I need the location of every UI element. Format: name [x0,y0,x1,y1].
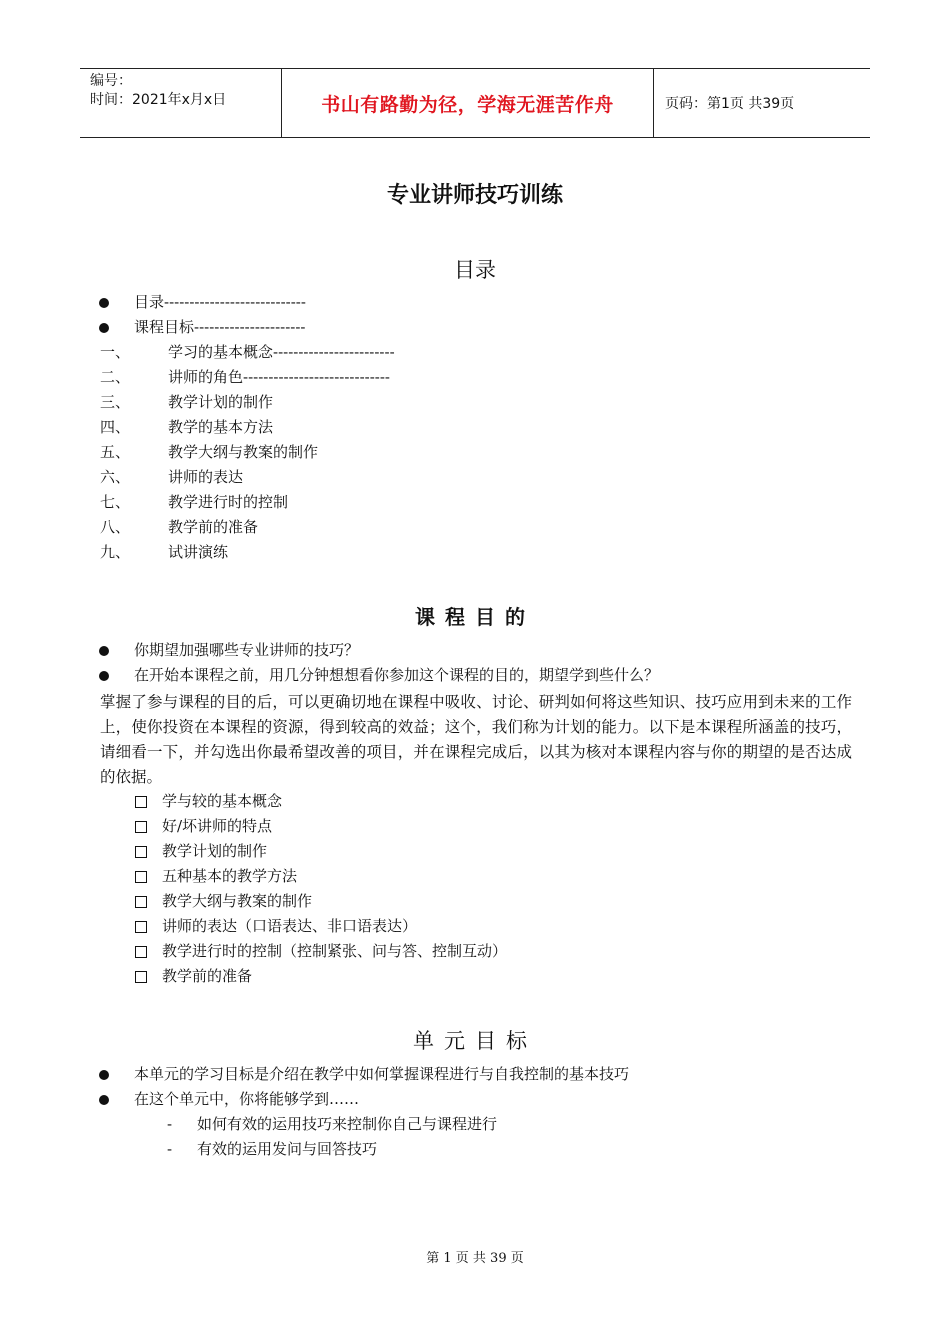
purpose-bullet: 你期望加强哪些专业讲师的技巧？ [134,641,360,659]
bullet-icon [98,667,110,679]
bullet-icon [98,294,110,306]
toc-number: 一、 [100,343,131,361]
checkbox-icon[interactable] [135,821,147,833]
header-meta [80,69,282,137]
checkbox-icon[interactable] [135,946,147,958]
bullet-icon [98,642,110,654]
page-info: 页码：第1页 共39页 [665,96,795,112]
checklist-item: 教学大纲与教案的制作 [162,892,313,910]
unit-bullet: 在这个单元中，你将能够学到…… [134,1090,360,1108]
checklist-item: 教学进行时的控制（控制紧张、问与答、控制互动） [162,942,508,960]
checkbox-icon[interactable] [135,846,147,858]
bullet-icon [98,319,110,331]
toc-number: 六、 [100,468,131,486]
section-title-purpose: 课程目的 [415,605,535,629]
purpose-paragraph: 掌握了参与课程的目的后，可以更确切地在课程中吸收、讨论、研判如何将这些知识、技巧应用到未来的工作上，使你投资在本课程的资源，得到较高的效益；这个，我们称为计划的能力。以下是本课程所涵盖的技巧，请细看一下，并勾选出你最希望改善的项目，并在课程完成后，以其为核对本课程内容与你的期望的是否达成的依据。 [100,693,852,786]
toc-bullet-item: 课程目标---------------------- [134,318,306,336]
unit-bullet: 本单元的学习目标是介绍在教学中如何掌握课程进行与自我控制的基本技巧 [134,1065,630,1083]
checklist-item: 学与较的基本概念 [162,792,283,810]
number-label: 编号： [90,73,132,89]
section-title-unit: 单元目标 [413,1029,537,1053]
toc-number: 三、 [100,393,131,411]
checkbox-icon[interactable] [135,896,147,908]
checkbox-icon[interactable] [135,871,147,883]
checkbox-icon[interactable] [135,971,147,983]
checkbox-icon[interactable] [135,796,147,808]
dash-icon: - [167,1140,173,1158]
toc-item: 讲师的表达 [168,468,244,486]
page-footer: 第 1 页 共 39 页 [426,1251,524,1266]
page-title: 专业讲师技巧训练 [386,183,563,208]
time-label: 时间：2021年x月x日 [90,92,227,108]
toc-number: 四、 [100,418,131,436]
toc-number: 五、 [100,443,131,461]
purpose-bullet: 在开始本课程之前，用几分钟想想看你参加这个课程的目的，期望学到些什么？ [134,666,660,684]
checklist-item: 好/坏讲师的特点 [162,817,273,835]
unit-subitem: 如何有效的运用技巧来控制你自己与课程进行 [197,1115,498,1133]
toc-item: 讲师的角色----------------------------- [168,368,390,386]
toc-item: 教学进行时的控制 [168,493,289,511]
toc-number: 九、 [100,543,131,561]
toc-item: 学习的基本概念------------------------ [168,343,395,361]
checklist-item: 教学前的准备 [162,967,253,985]
header-motto-cell [282,69,654,137]
toc-item: 教学的基本方法 [168,418,274,436]
header-motto: 书山有路勤为径，学海无涯苦作舟 [321,93,614,116]
checklist-item: 讲师的表达（口语表达、非口语表达） [162,917,418,935]
checklist-item: 五种基本的教学方法 [162,867,298,885]
document-header [80,68,870,138]
toc-number: 二、 [100,368,131,386]
unit-subitem: 有效的运用发问与回答技巧 [197,1140,378,1158]
dash-icon: - [167,1115,173,1133]
toc-number: 八、 [100,518,131,536]
toc-bullet-item: 目录---------------------------- [134,293,306,311]
toc-title: 目录 [454,258,496,282]
toc-item: 试讲演练 [168,543,229,561]
checkbox-icon[interactable] [135,921,147,933]
bullet-icon [98,1091,110,1103]
toc-number: 七、 [100,493,131,511]
toc-item: 教学大纲与教案的制作 [168,443,319,461]
bullet-icon [98,1066,110,1078]
toc-item: 教学计划的制作 [168,393,274,411]
toc-item: 教学前的准备 [168,518,259,536]
checklist-item: 教学计划的制作 [162,842,268,860]
